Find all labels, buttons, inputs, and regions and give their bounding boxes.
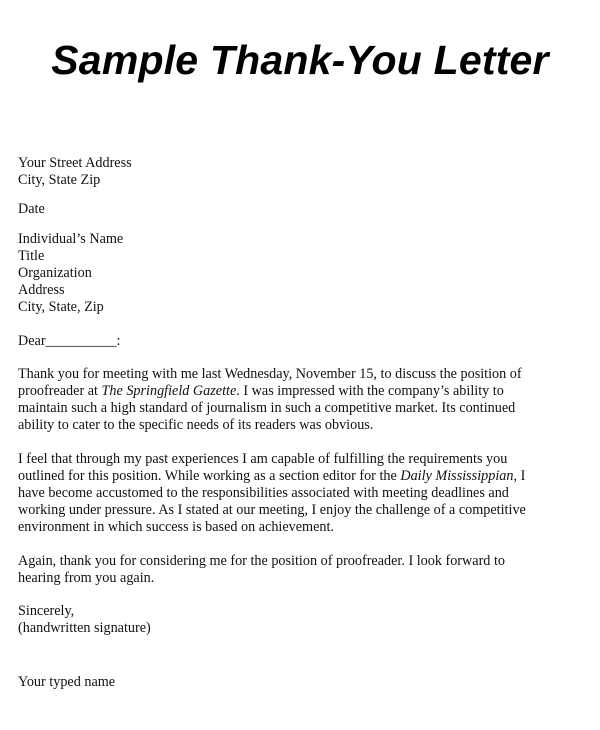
signature-placeholder: (handwritten signature): [18, 620, 151, 637]
sender-address: [18, 155, 588, 189]
paragraph-text: , I: [513, 467, 526, 484]
recipient-name: Individual’s Name: [18, 230, 124, 247]
paragraph-line: have become accustomed to the responsibilities associated with meeting deadlines and: [18, 485, 509, 502]
paragraph-text: outlined for this position. While working as a section editor for the: [18, 467, 401, 484]
paragraph-line: hearing from you again.: [18, 569, 155, 586]
date-line: Date: [18, 201, 45, 218]
letter-date: [18, 201, 588, 218]
paragraph-text: proofreader at: [18, 383, 102, 400]
paragraph-line: [18, 468, 588, 485]
paragraph-line: maintain such a high standard of journalism in such a competitive market. Its continued: [18, 400, 516, 417]
closing-block: [18, 603, 588, 637]
paragraph-line: [18, 383, 588, 400]
publication-name: Daily Mississippian: [400, 467, 514, 484]
paragraph-text: . I was impressed with the company’s ability to: [236, 383, 504, 400]
paragraph-2: [18, 451, 588, 537]
recipient-organization: Organization: [18, 265, 92, 282]
paragraph-line: Again, thank you for considering me for the position of proofreader. I look forward to: [18, 552, 505, 569]
paragraph-line: Thank you for meeting with me last Wednesday, November 15, to discuss the position of: [18, 365, 522, 382]
paragraph-line: working under pressure. As I stated at our meeting, I enjoy the challenge of a competitive: [18, 502, 526, 519]
paragraph-1: [18, 366, 588, 435]
paragraph-line: ability to cater to the specific needs of its readers was obvious.: [18, 417, 374, 434]
page-title: Sample Thank-You Letter: [51, 37, 549, 83]
paragraph-line: I feel that through my past experiences I am capable of fulfilling the requirements you: [18, 450, 508, 467]
typed-name: Your typed name: [18, 674, 116, 691]
publication-name: The Springfield Gazette: [101, 383, 237, 400]
letter-body: [18, 155, 588, 692]
salutation-line: Dear__________:: [18, 332, 121, 349]
typed-name-block: [18, 674, 588, 691]
paragraph-line: environment in which success is based on achievement.: [18, 519, 334, 536]
sender-city: City, State Zip: [18, 172, 101, 189]
recipient-address: [18, 231, 588, 317]
recipient-address-line: Address: [18, 282, 65, 299]
paragraph-3: [18, 553, 588, 587]
closing: Sincerely,: [18, 603, 75, 620]
salutation: [18, 333, 588, 350]
recipient-title: Title: [18, 247, 45, 264]
recipient-city: City, State, Zip: [18, 299, 104, 316]
sender-street: Your Street Address: [18, 155, 132, 171]
